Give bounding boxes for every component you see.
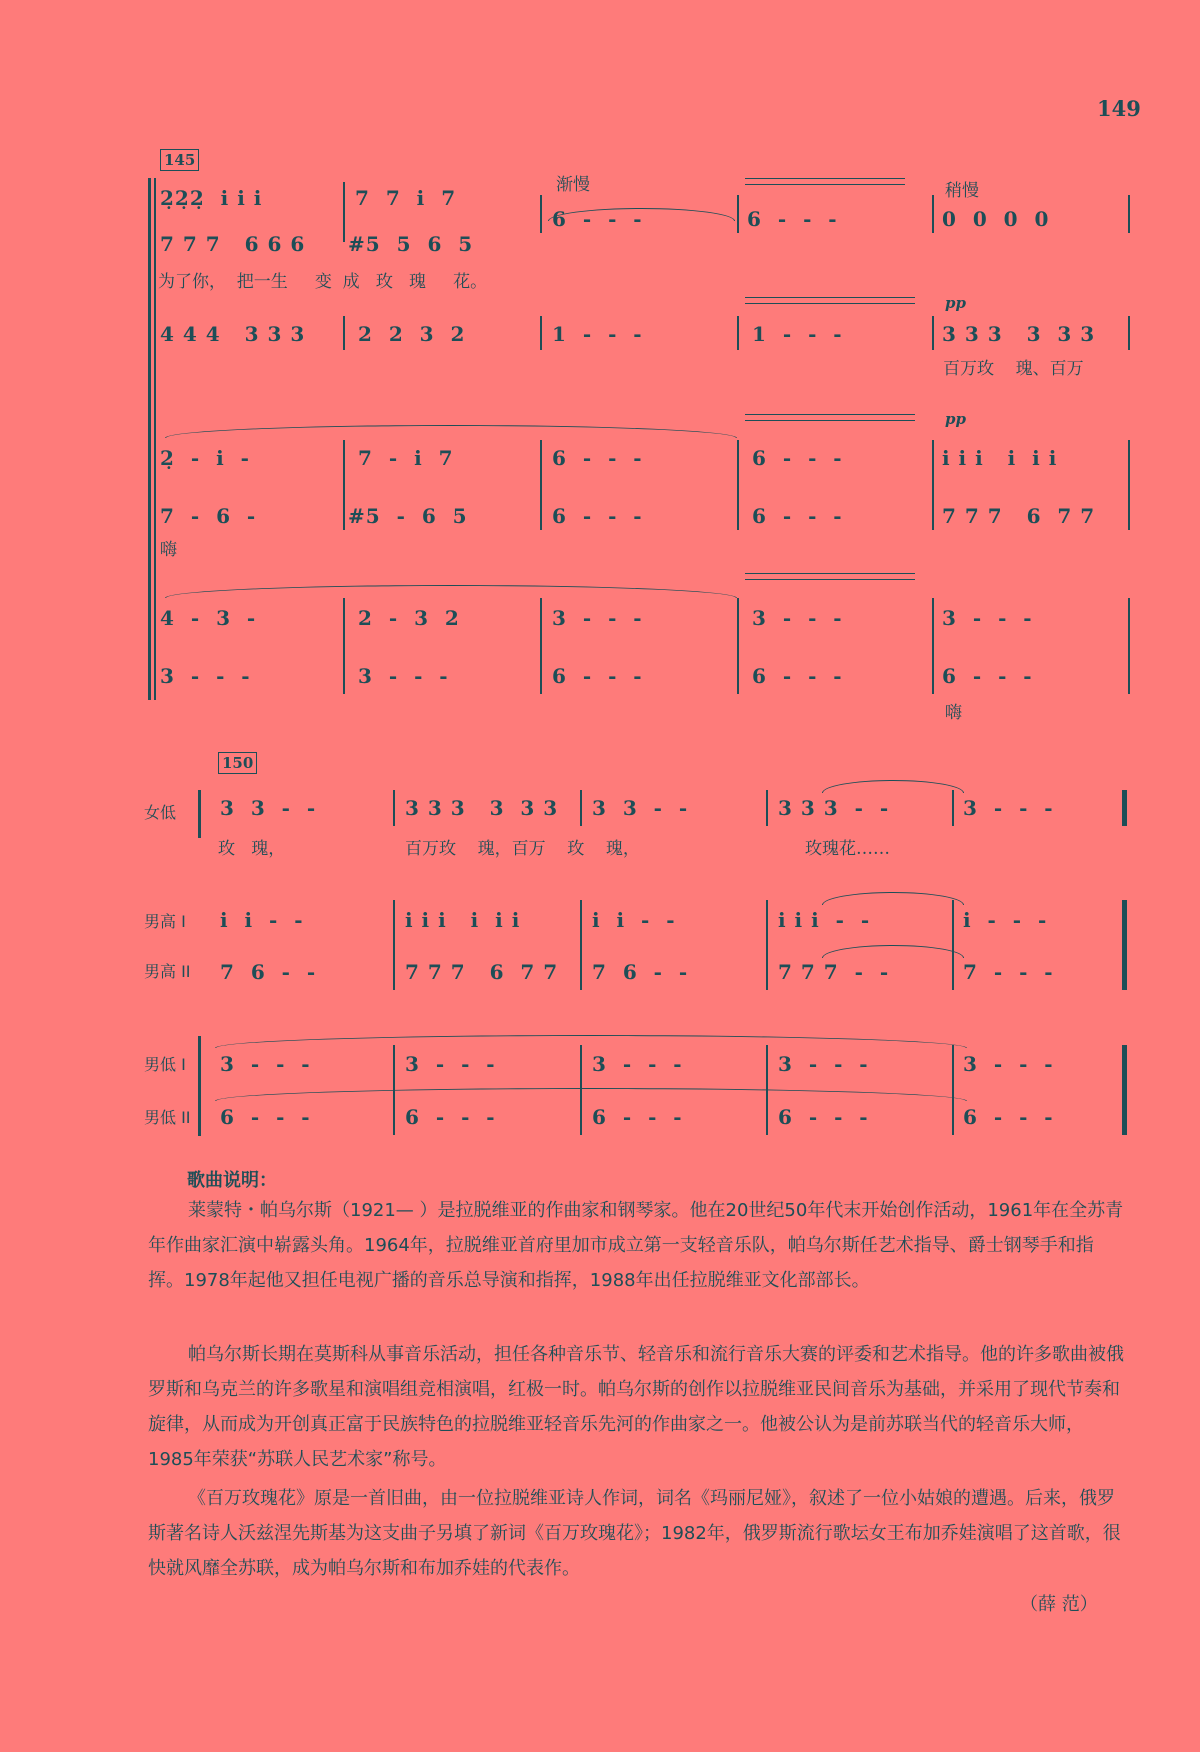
s1-bar-l xyxy=(540,440,542,530)
s2-p5-m4: 6 - - - xyxy=(778,1105,869,1129)
direction-slightly-slow: 稍慢 xyxy=(945,181,979,201)
description-paragraph-2: 帕乌尔斯长期在莫斯科从事音乐活动，担任各种音乐节、轻音乐和流行音乐大赛的评委和艺术指导。他的许多歌曲被俄罗斯和乌克兰的许多歌星和演唱组竞相演唱，红极一时。帕乌尔斯的创作以拉脱维亚民间音乐为基础，并采用了现代节奏和旋律，从而成为开创真正富于民族特色的拉脱维亚轻音乐先河的作曲家之一。他被公认为是前苏联当代的轻音乐大师，1985年荣获“苏联人民艺术家”称号。 xyxy=(148,1344,1124,1470)
decrescendo-hairpin-3b xyxy=(745,420,915,421)
s2-p5-m2: 6 - - - xyxy=(405,1105,496,1129)
s2-p2-m3: i i - - xyxy=(592,908,676,932)
s2-p4-m3: 3 - - - xyxy=(592,1052,683,1076)
s1-row3-m3: 1 - - - xyxy=(552,322,643,346)
s1-bar-q xyxy=(540,598,542,694)
system2-bracket-1 xyxy=(198,790,201,838)
s2-bar-3a xyxy=(393,1045,395,1135)
s1-row1-m5: 0 0 0 0 xyxy=(942,207,1050,231)
s1-bar-a xyxy=(343,182,345,242)
s1-row7-lyrics: 嗨 xyxy=(945,703,962,723)
s2-p3-m2: 7 7 7 6 7 7 xyxy=(405,960,559,984)
tie-s2-4 xyxy=(215,1035,967,1048)
part-label-male-low-2: 男低 II xyxy=(144,1108,191,1127)
s1-bar-h xyxy=(737,316,739,350)
s2-bar-3b xyxy=(580,1045,582,1135)
part-label-male-high-1: 男高 I xyxy=(144,912,186,931)
s2-p1-m4: 3 3 3 - - xyxy=(778,796,890,820)
s2-p2-m2: i i i i i i xyxy=(405,908,521,932)
s2-bar-2b xyxy=(580,900,582,990)
s2-p2-m4: i i i - - xyxy=(778,908,871,932)
measure-number-150: 150 xyxy=(218,752,257,774)
s1-row7-m2: 3 - - - xyxy=(358,664,449,688)
s1-row7-m1: 3 - - - xyxy=(160,664,251,688)
s1-bar-p xyxy=(343,598,345,694)
s1-row2-m1: 7 7 7 6 6 6 xyxy=(160,232,306,256)
s1-row1-m2: 7 7 i 7 xyxy=(355,186,457,210)
s2-final-bar-2 xyxy=(1122,900,1127,990)
description-author: （薛 范） xyxy=(1020,1594,1098,1615)
system1-bracket-inner xyxy=(154,178,156,700)
description-heading: 歌曲说明： xyxy=(187,1170,277,1191)
s1-row3-m1: 4 4 4 3 3 3 xyxy=(160,322,306,346)
s2-p4-m2: 3 - - - xyxy=(405,1052,496,1076)
s2-bar-3d xyxy=(952,1045,954,1135)
s1-row3-m2: 2 2 3 2 xyxy=(358,322,466,346)
dynamic-pp-1: pp xyxy=(945,294,966,312)
s1-row6-m3: 3 - - - xyxy=(552,606,643,630)
s1-row4-m2: 7 - i 7 xyxy=(358,446,454,470)
s2-p5-m1: 6 - - - xyxy=(220,1105,311,1129)
direction-rit: 渐慢 xyxy=(556,175,590,195)
s2-p1-m1: 3 3 - - xyxy=(220,796,317,820)
s1-bar-b xyxy=(540,195,542,233)
s1-row2-lyrics: 为了你， 把一生 变 成 玫 瑰 花。 xyxy=(158,272,488,292)
s1-row5-m5: 7 7 7 6 7 7 xyxy=(942,504,1096,528)
s1-bar-t xyxy=(1128,598,1130,694)
description-paragraph-3: 《百万玫瑰花》原是一首旧曲，由一位拉脱维亚诗人作词，词名《玛丽尼娅》，叙述了一位小姑娘的遭遇。后来，俄罗斯著名诗人沃兹涅先斯基为这支曲子另填了新词《百万玫瑰花》；1982年，俄罗斯流行歌坛女王布加乔娃演唱了这首歌，很快就风靡全苏联，成为帕乌尔斯和布加乔娃的代表作。 xyxy=(148,1488,1121,1579)
s1-row1-m4: 6 - - - xyxy=(747,207,838,231)
s2-p5-m3: 6 - - - xyxy=(592,1105,683,1129)
s1-row5-m3: 6 - - - xyxy=(552,504,643,528)
s1-bar-m xyxy=(737,440,739,530)
part-label-male-low-1: 男低 I xyxy=(144,1055,186,1074)
decrescendo-hairpin-2 xyxy=(745,297,915,298)
s2-final-bar-3 xyxy=(1122,1045,1127,1135)
s1-bar-f xyxy=(343,316,345,350)
s2-p4-m4: 3 - - - xyxy=(778,1052,869,1076)
s1-bar-o xyxy=(1128,440,1130,530)
s2-bar-2d xyxy=(952,900,954,990)
s1-bar-j xyxy=(1128,316,1130,350)
s1-row5-m2: #5 - 6 5 xyxy=(348,504,468,528)
part-label-male-high-2: 男高 II xyxy=(144,962,191,981)
s1-row1-m3: 6 - - - xyxy=(552,207,643,231)
s1-row6-m2: 2 - 3 2 xyxy=(358,606,460,630)
s2-p2-m1: i i - - xyxy=(220,908,304,932)
s1-row7-m4: 6 - - - xyxy=(752,664,843,688)
s1-bar-r xyxy=(737,598,739,694)
s2-p3-m3: 7 6 - - xyxy=(592,960,689,984)
s2-bar-1a xyxy=(393,790,395,826)
s1-row5-lyrics: 嗨 xyxy=(160,540,177,560)
s2-p1-lyric-3: 玫瑰花…… xyxy=(805,839,890,859)
s2-p1-lyric-1: 玫 瑰， xyxy=(218,839,286,859)
s1-row1-m1: 2̣2̣2̣ i i i xyxy=(160,186,263,210)
s2-bar-2c xyxy=(766,900,768,990)
s2-bar-2a xyxy=(393,900,395,990)
s1-row3-m4: 1 - - - xyxy=(752,322,843,346)
s2-bar-1c xyxy=(766,790,768,826)
s1-row7-m3: 6 - - - xyxy=(552,664,643,688)
s1-row6-m5: 3 - - - xyxy=(942,606,1033,630)
s1-bar-d xyxy=(932,195,934,233)
s2-p1-m3: 3 3 - - xyxy=(592,796,689,820)
s1-row4-m3: 6 - - - xyxy=(552,446,643,470)
dynamic-pp-2: pp xyxy=(945,410,966,428)
s2-bar-1d xyxy=(952,790,954,826)
s2-p1-m5: 3 - - - xyxy=(963,796,1054,820)
s2-p3-m4: 7 7 7 - - xyxy=(778,960,890,984)
s2-bar-3c xyxy=(766,1045,768,1135)
decrescendo-hairpin-1 xyxy=(745,178,905,179)
decrescendo-hairpin-3 xyxy=(745,414,915,415)
s1-bar-k xyxy=(343,440,345,530)
tie-s1-2 xyxy=(165,425,737,438)
s1-row4-m4: 6 - - - xyxy=(752,446,843,470)
s1-bar-g xyxy=(540,316,542,350)
system1-bracket xyxy=(148,178,151,700)
s2-p2-m5: i - - - xyxy=(963,908,1048,932)
s1-row6-m4: 3 - - - xyxy=(752,606,843,630)
decrescendo-hairpin-1b xyxy=(745,184,905,185)
s1-row6-m1: 4 - 3 - xyxy=(160,606,257,630)
measure-number-145: 145 xyxy=(160,149,199,171)
decrescendo-hairpin-4b xyxy=(745,579,915,580)
tie-s2-5 xyxy=(215,1088,967,1101)
s1-bar-c xyxy=(737,195,739,233)
s1-row4-m1: 2̣ - i - xyxy=(160,446,250,470)
s1-row3-lyrics: 百万玫 瑰、百万 xyxy=(943,359,1084,379)
page-number: 149 xyxy=(1097,96,1141,121)
s1-row7-m5: 6 - - - xyxy=(942,664,1033,688)
s2-p4-m1: 3 - - - xyxy=(220,1052,311,1076)
s1-row4-m5: i i i i i i xyxy=(942,446,1058,470)
tie-s1-3 xyxy=(165,585,737,598)
s1-row5-m1: 7 - 6 - xyxy=(160,504,257,528)
s2-p4-m5: 3 - - - xyxy=(963,1052,1054,1076)
s2-p5-m5: 6 - - - xyxy=(963,1105,1054,1129)
s2-p1-m2: 3 3 3 3 3 3 xyxy=(405,796,559,820)
tie-s2-3 xyxy=(822,945,964,958)
decrescendo-hairpin-4 xyxy=(745,573,915,574)
s1-row5-m4: 6 - - - xyxy=(752,504,843,528)
s2-bar-1b xyxy=(580,790,582,826)
s1-bar-i xyxy=(932,316,934,350)
s2-p3-m1: 7 6 - - xyxy=(220,960,317,984)
tie-s2-1 xyxy=(822,780,964,793)
s2-p3-m5: 7 - - - xyxy=(963,960,1054,984)
s1-bar-e xyxy=(1128,195,1130,233)
description-paragraph-1: 莱蒙特・帕乌尔斯（1921— ）是拉脱维亚的作曲家和钢琴家。他在20世纪50年代末开始创作活动，1961年在全苏青年作曲家汇演中崭露头角。1964年，拉脱维亚首府里加市成立第一支轻音乐队，帕乌尔斯任艺术指导、爵士钢琴手和指挥。1978年起他又担任电视广播的音乐总导演和指挥，1988年出任拉脱维亚文化部部长。 xyxy=(148,1200,1124,1291)
tie-s2-2 xyxy=(822,892,964,905)
s2-p1-lyric-2: 百万玫 瑰，百万 玫 瑰， xyxy=(405,839,640,859)
system2-bracket-2 xyxy=(198,1036,201,1136)
s1-row3-m5: 3 3 3 3 3 3 xyxy=(942,322,1096,346)
s1-bar-n xyxy=(932,440,934,530)
s1-row2-m2: #5 5 6 5 xyxy=(348,232,474,256)
part-label-female-low: 女低 xyxy=(144,803,177,822)
s1-bar-s xyxy=(932,598,934,694)
s2-final-bar-1 xyxy=(1122,790,1127,826)
decrescendo-hairpin-2b xyxy=(745,303,915,304)
